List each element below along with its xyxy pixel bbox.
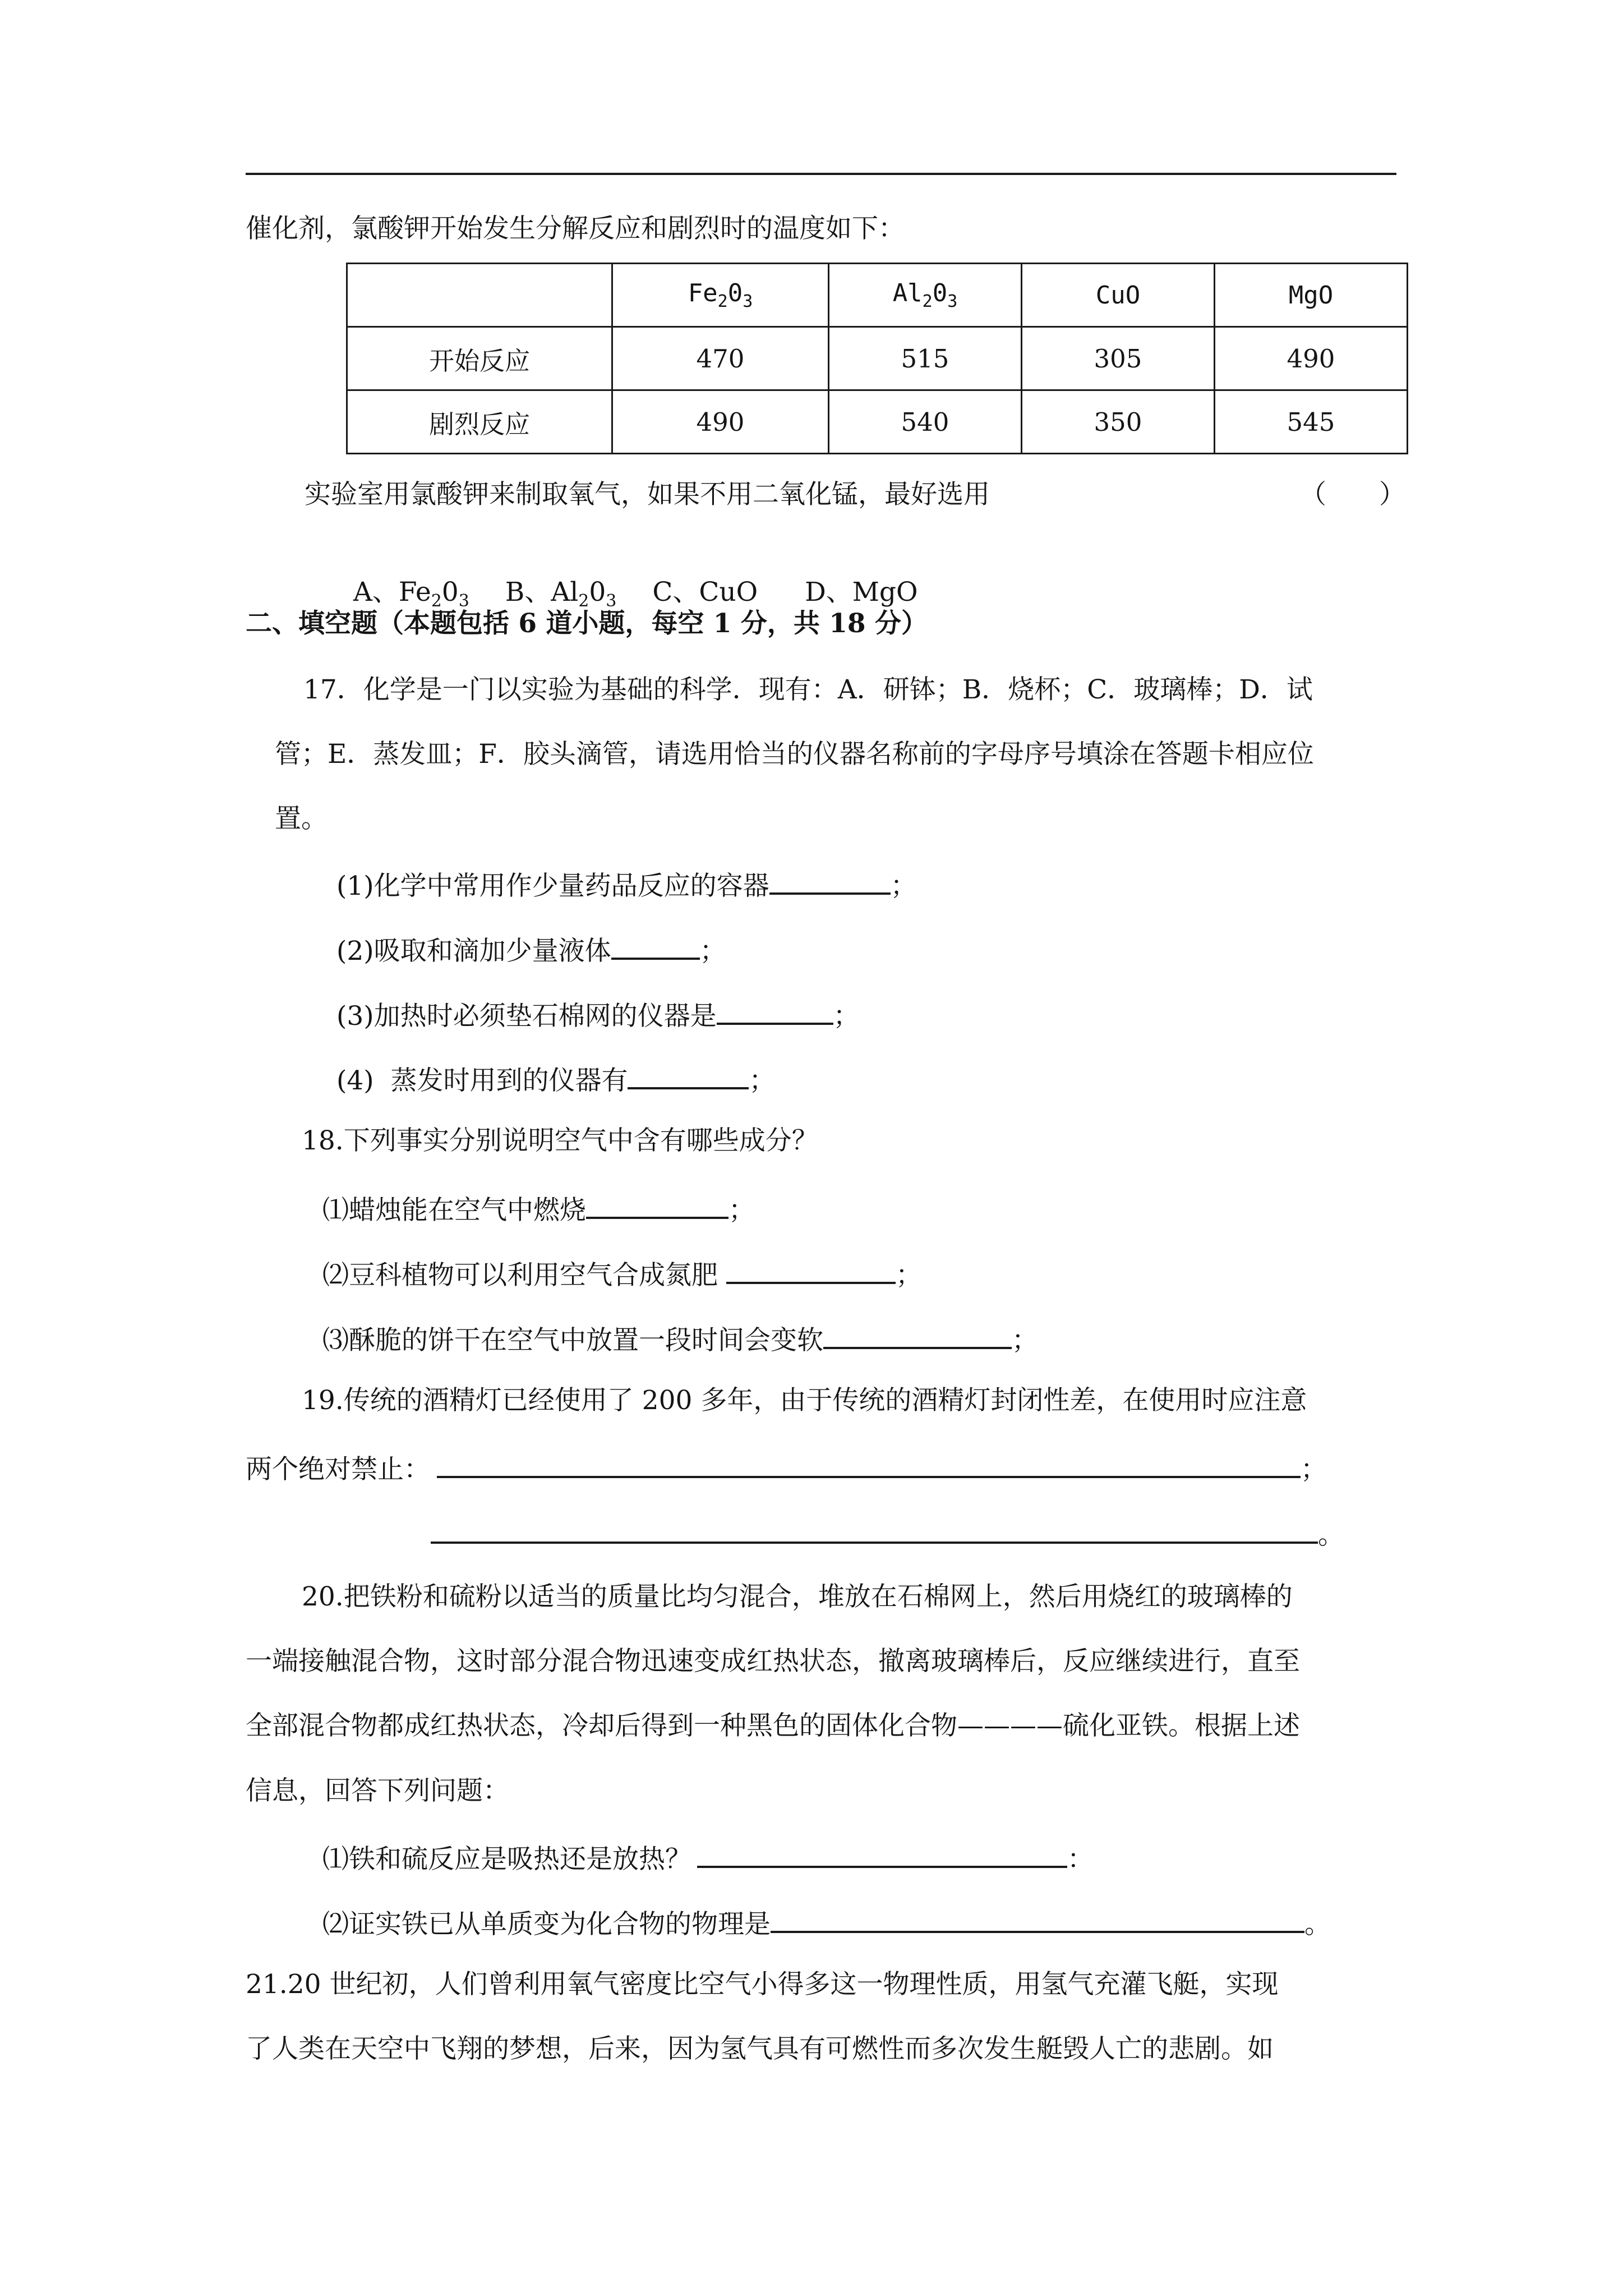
header-cuo: CuO [1022,264,1215,327]
answer-blank[interactable] [611,931,700,960]
table-cell: 545 [1215,390,1408,454]
answer-blank[interactable] [697,1839,1067,1868]
q17-line-1: 17．化学是一门以实验为基础的科学．现有：A．研钵；B．烧杯；C．玻璃棒；D．试 [303,674,1313,705]
header-fe2o3: $Fe_20_3$ [612,264,829,327]
q18-item-1: ⑴蜡烛能在空气中燃烧 ； [322,1190,755,1227]
q21-line-2: 了人类在天空中飞翔的梦想，后来，因为氢气具有可燃性而多次发生艇毁人亡的悲剧。如 [246,2033,1274,2064]
q18-stem: 18.下列事实分别说明空气中含有哪些成分？ [302,1125,818,1156]
table-cell: 470 [612,327,829,390]
row-label: 开始反应 [347,327,612,390]
table-cell: 540 [829,390,1022,454]
answer-blank[interactable] [823,1320,1012,1349]
answer-blank[interactable] [628,1060,749,1089]
q21-line-1: 21.20 世纪初，人们曾利用氧气密度比空气小得多这一物理性质，用氢气充灌飞艇，实现 [246,1969,1279,2000]
table-header-row [347,264,1408,327]
q17-item-3: (3)加热时必须垫石棉网的仪器是 ； [336,996,860,1033]
option-a[interactable]: A、$Fe_20_3$ [353,577,469,611]
header-rule [246,173,1396,175]
table-corner-cell [347,264,612,327]
answer-blank[interactable] [437,1449,1301,1478]
table-row [347,327,1408,390]
answer-blank[interactable] [431,1515,1318,1544]
table-cell: 490 [1215,327,1408,390]
q20-line-3: 全部混合物都成红热状态，冷却后得到一种黑色的固体化合物————硫化亚铁。根据上述 [246,1710,1300,1741]
q19-line-2: 两个绝对禁止： ； [246,1449,1327,1487]
intro-text: 催化剂，氯酸钾开始发生分解反应和剧烈时的温度如下： [246,213,905,244]
row-label: 剧烈反应 [347,390,612,454]
q17-item-2: (2)吸取和滴加少量液体 ； [336,931,726,968]
q19-line-1: 19.传统的酒精灯已经使用了 200 多年，由于传统的酒精灯封闭性差，在使用时应注意 [302,1385,1307,1416]
header-al2o3: $Al_20_3$ [829,264,1022,327]
header-mgo: MgO [1215,264,1408,327]
option-b[interactable]: B、$Al_20_3$ [505,577,617,611]
q18-item-2: ⑵豆科植物可以利用空气合成氮肥 ； [322,1255,922,1292]
temperature-table [346,263,1408,454]
q20-line-4: 信息，回答下列问题： [246,1775,509,1806]
section-2-title: 二、填空题（本题包括 6 道小题，每空 1 分，共 18 分） [246,608,928,639]
q19-line-3: 。 [431,1515,1344,1552]
table-row [347,390,1408,454]
q18-item-3: ⑶酥脆的饼干在空气中放置一段时间会变软 ； [322,1320,1038,1358]
answer-blank[interactable] [771,1904,1304,1933]
answer-blank[interactable] [769,866,891,895]
answer-blank[interactable] [586,1190,728,1219]
q16-stem: 实验室用氯酸钾来制取氧气，如果不用二氧化锰，最好选用 [305,479,990,510]
q20-line-1: 20.把铁粉和硫粉以适当的质量比均匀混合，堆放在石棉网上，然后用烧红的玻璃棒的 [302,1581,1293,1612]
q17-line-2: 管；E．蒸发皿；F．胶头滴管，请选用恰当的仪器名称前的字母序号填涂在答题卡相应位 [275,739,1314,770]
table-cell: 515 [829,327,1022,390]
answer-blank[interactable] [726,1255,896,1284]
q16-answer-paren[interactable]: （ ） [1300,479,1405,510]
q20-item-1: ⑴铁和硫反应是吸热还是放热？ ： [322,1839,1094,1876]
option-d[interactable]: D、MgO [805,577,918,608]
option-c[interactable]: C、CuO [652,577,758,608]
table-cell: 305 [1022,327,1215,390]
q17-item-4: (4) 蒸发时用到的仪器有 ； [336,1060,775,1098]
q17-item-1: (1)化学中常用作少量药品反应的容器 ； [336,866,917,903]
q17-line-3: 置。 [275,803,328,834]
q20-item-2: ⑵证实铁已从单质变为化合物的物理是 。 [322,1904,1331,1941]
table-cell: 350 [1022,390,1215,454]
answer-blank[interactable] [717,996,833,1025]
table-cell: 490 [612,390,829,454]
q20-line-2: 一端接触混合物，这时部分混合物迅速变成红热状态，撤离玻璃棒后，反应继续进行，直至 [246,1646,1300,1677]
